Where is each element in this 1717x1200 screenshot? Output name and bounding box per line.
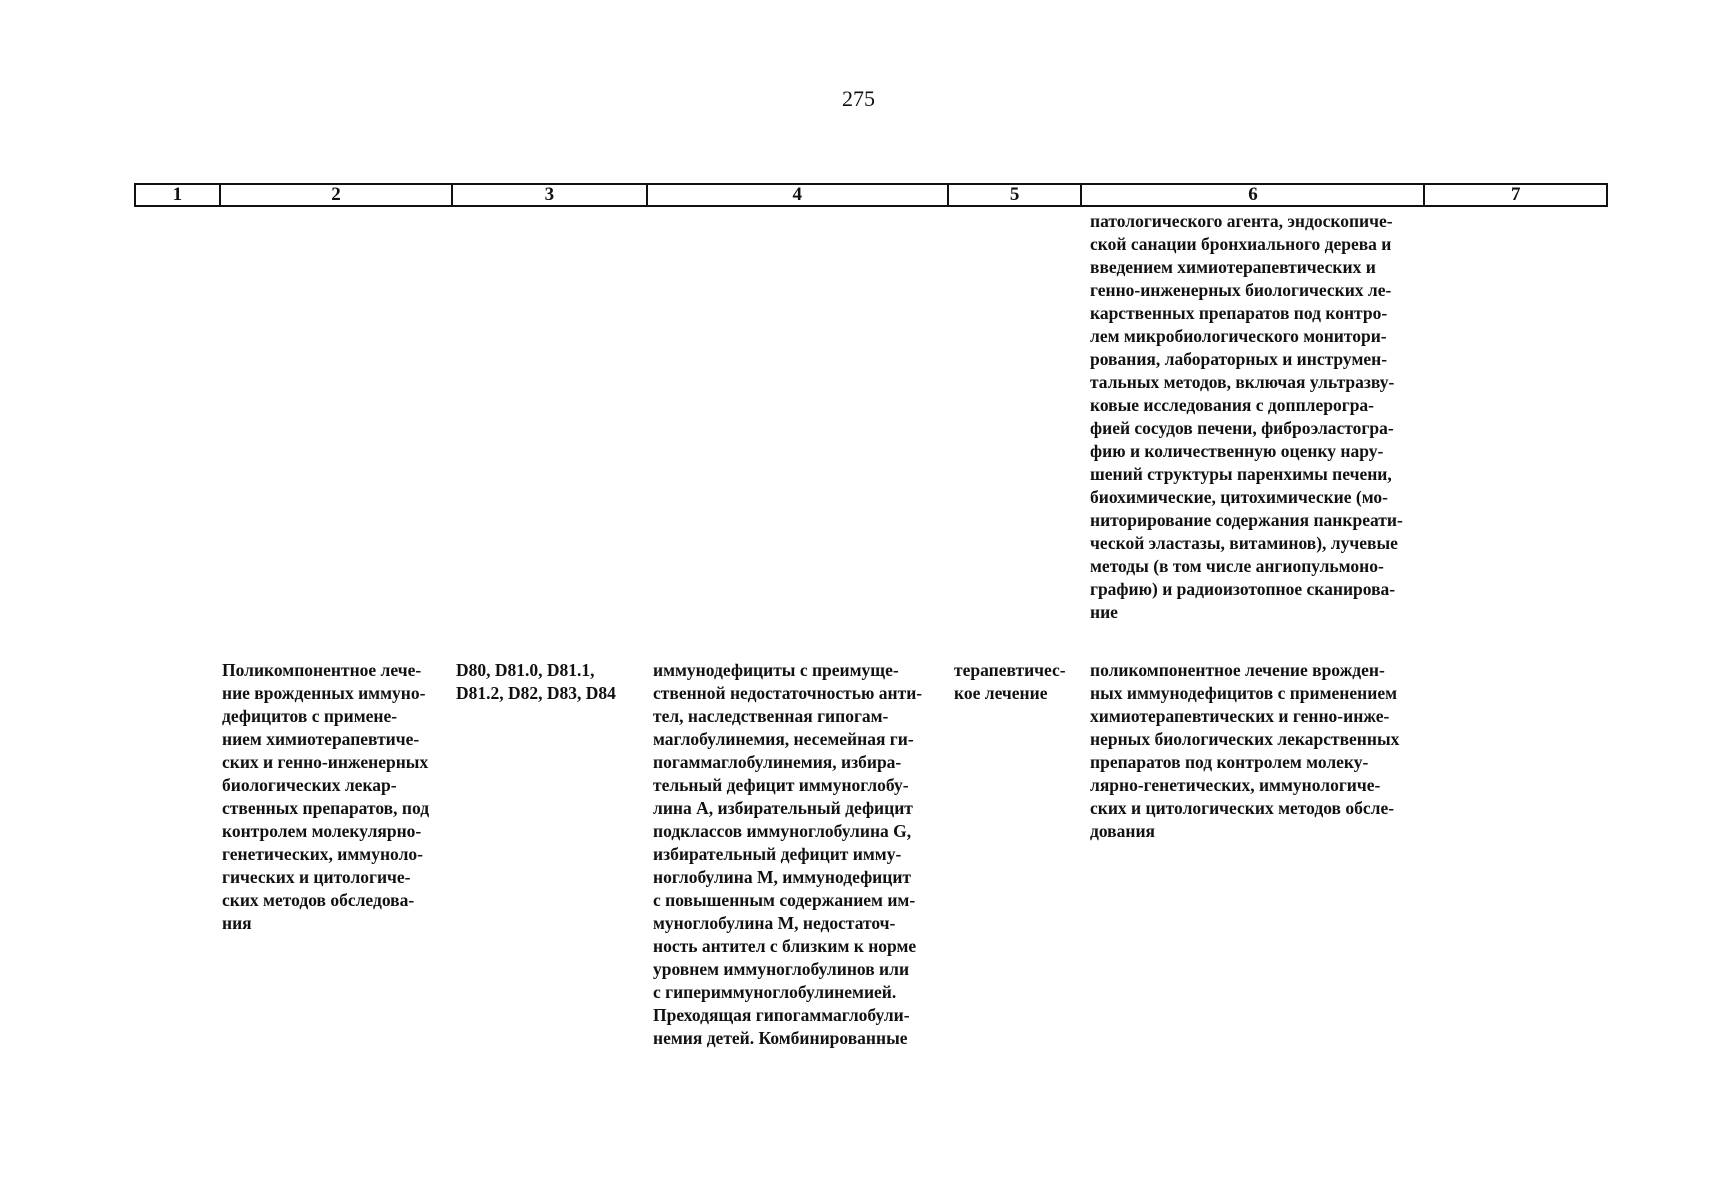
column-header-3: 3 — [453, 185, 647, 205]
continuation-col6-text: патологического агента, эндоскопиче- ской санации бронхиального дерева и введением химиотерапевтических и генно-инженерных биологических ле- карственных препаратов под контро- лем микробиологического монитори- рования, лабораторных и инструмен- тальных методов, включая ультразву- ковые исследования с допплерогра- фией сосудов печени, фиброэластогра- фию и количественную оценку нару- шений структуры паренхимы печени, биохимические, цитохимические (мо- ниторирование содержания панкреати- ческой эластазы, витаминов), лучевые методы (в том числе ангиопульмоно- графию) и радиоизотопное сканирова- ние — [1090, 211, 1403, 622]
row-col3-text: D80, D81.0, D81.1, D81.2, D82, D83, D84 — [456, 660, 616, 703]
table-header-row — [134, 183, 1608, 207]
row-col6-text: поликомпонентное лечение врожден- ных иммунодефицитов с применением химиотерапевтических и генно-инже- нерных биологических лекарственных препаратов под контролем молеку- лярно-генетических, иммунологиче- ских и цитологических методов обсле- дования — [1090, 660, 1400, 841]
column-header-2: 2 — [221, 185, 453, 205]
row-col5-text: терапевтичес- кое лечение — [954, 660, 1066, 703]
column-header-5: 5 — [949, 185, 1083, 205]
row-col4-text: иммунодефициты с преимуще- ственной недостаточностью анти- тел, наследственная гипогам- маглобулинемия, несемейная ги- погаммаглобулинемия, избира- тельный дефицит иммуноглобу- лина А, избирательный дефицит подклассов иммуноглобулина G, избирательный дефицит имму- ноглобулина М, иммунодефицит с повышенным содержанием им- муноглобулина М, недостаточ- ность антител с близким к норме уровнем иммуноглобулинов или с гипериммуноглобулинемией. Преходящая гипогаммаглобули- немия детей. Комбинированные — [653, 660, 923, 1048]
column-header-1: 1 — [136, 185, 221, 205]
row-col2-text: Поликомпонентное лече- ние врожденных иммуно- дефицитов с примене- нием химиотерапевтиче- ских и генно-инженерных биологических лекар- ственных препаратов, под контролем молекулярно- генетических, иммуноло- гических и цитологиче- ских методов обследова- ния — [222, 660, 430, 933]
page-number: 275 — [842, 86, 875, 111]
column-header-6: 6 — [1082, 185, 1425, 205]
column-header-4: 4 — [648, 185, 949, 205]
column-header-7: 7 — [1510, 184, 1521, 205]
